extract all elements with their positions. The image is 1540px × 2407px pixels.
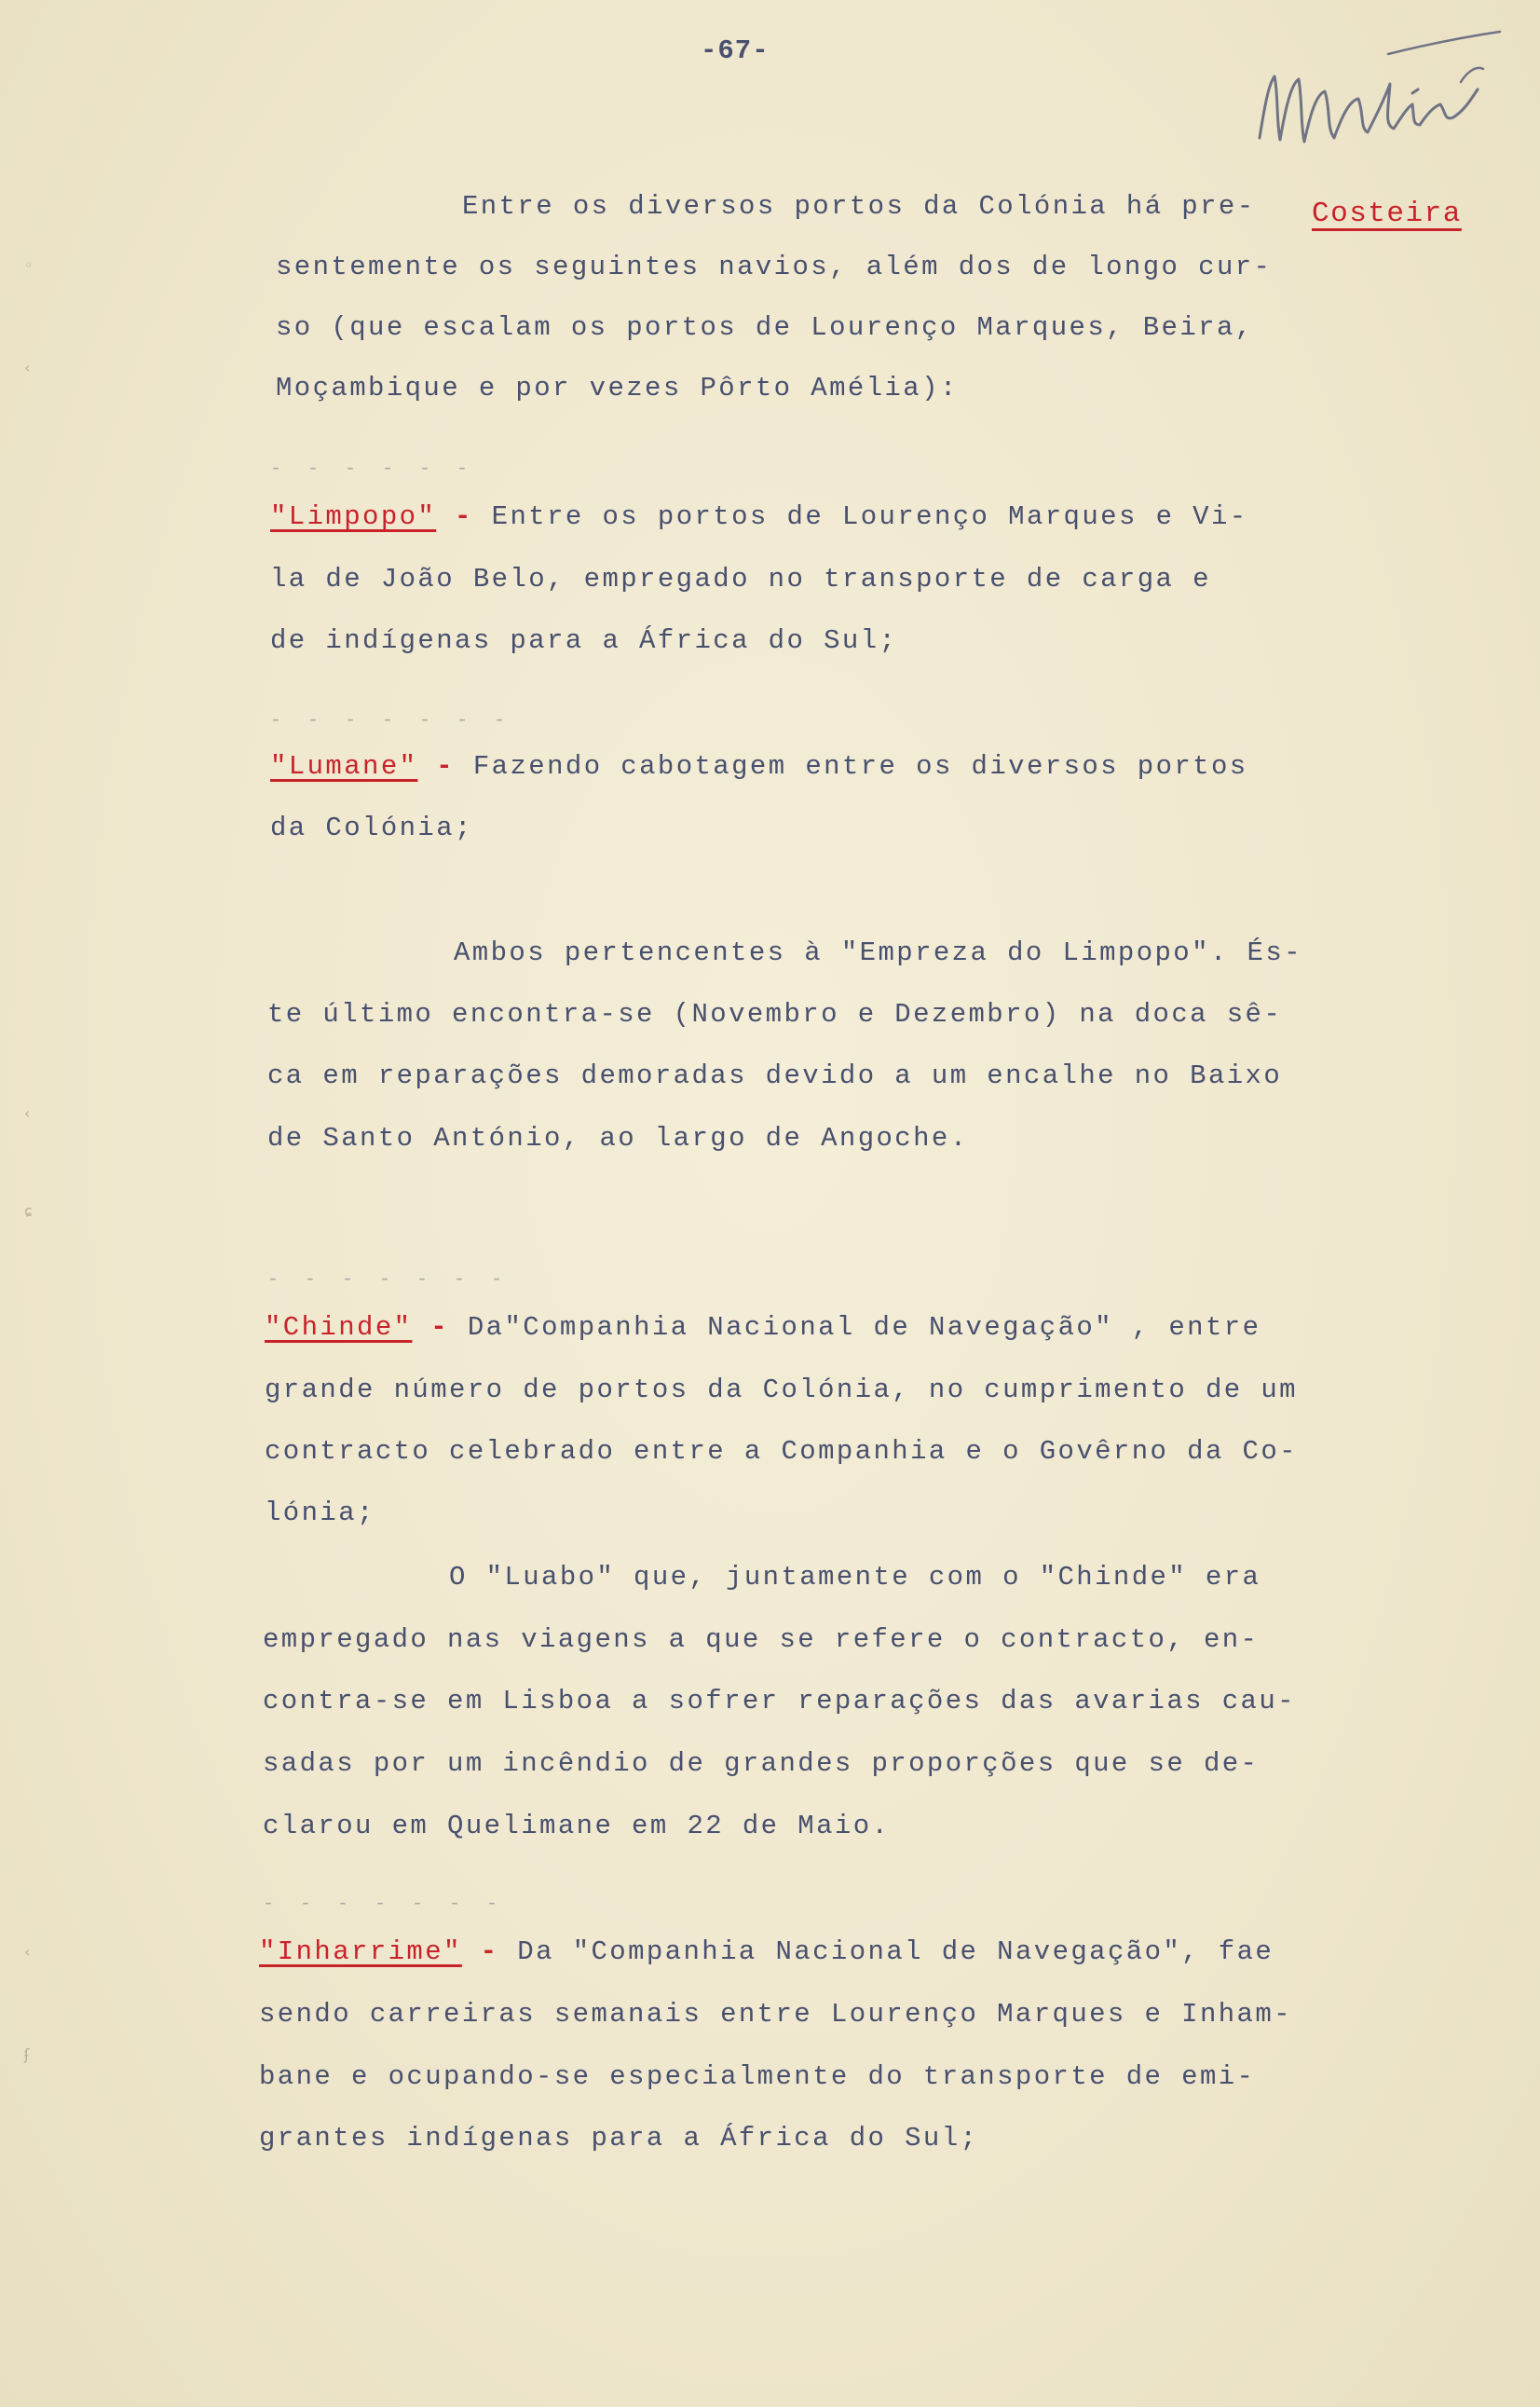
entry-chinde-line: [265, 1314, 1261, 1341]
luabo-line: empregado nas viagens a que se refere o contracto, en-: [263, 1624, 1260, 1655]
binding-mark: ʄ: [24, 2045, 30, 2063]
entry-inharrime-line: bane e ocupando-se especialmente do transporte de emi-: [259, 2061, 1256, 2092]
entry-dash: -: [480, 1936, 499, 1967]
handwritten-signature-icon: [1248, 28, 1509, 168]
intro-line: so (que escalam os portos de Lourenço Marques, Beira,: [276, 312, 1254, 343]
entry-limpopo-line: de indígenas para a África do Sul;: [270, 625, 898, 656]
ambos-line: te último encontra-se (Novembro e Dezembro) na doca sê-: [267, 999, 1283, 1030]
luabo-line: contra-se em Lisboa a sofrer reparações das avarias cau-: [263, 1686, 1296, 1716]
entry-text: Entre os portos de Lourenço Marques e Vi-: [491, 501, 1248, 532]
entry-inharrime-line: [259, 1938, 1274, 1965]
entry-text: Da"Companhia Nacional de Navegação" , entre: [467, 1312, 1261, 1343]
entry-chinde-line: lónia;: [265, 1498, 375, 1528]
binding-mark: ◦: [24, 256, 34, 274]
intro-line: Entre os diversos portos da Colónia há pre-: [462, 191, 1256, 222]
ship-name-chinde: "Chinde": [265, 1312, 413, 1343]
entry-chinde-line: contracto celebrado entre a Companhia e o Govêrno da Co-: [265, 1436, 1298, 1467]
ambos-line: ca em reparações demoradas devido a um encalhe no Baixo: [267, 1060, 1283, 1091]
faint-dash-separator: - - - - - - -: [267, 1269, 511, 1291]
faint-dash-separator: - - - - - -: [270, 458, 476, 480]
luabo-line: clarou em Quelimane em 22 de Maio.: [263, 1811, 891, 1841]
entry-limpopo-line: [270, 503, 1248, 530]
entry-inharrime-line: grantes indígenas para a África do Sul;: [259, 2123, 979, 2154]
binding-mark: ‹: [24, 359, 31, 376]
ship-name-lumane: "Lumane": [270, 751, 418, 782]
binding-mark: ‹: [24, 1943, 31, 1961]
luabo-line: O "Luabo" que, juntamente com o "Chinde" era: [449, 1562, 1261, 1593]
page-number: -67-: [701, 35, 770, 66]
faint-dash-separator: - - - - - - -: [263, 1894, 506, 1915]
entry-dash: -: [430, 1312, 450, 1343]
ambos-line: de Santo António, ao largo de Angoche.: [267, 1123, 969, 1154]
entry-lumane-line: [270, 753, 1248, 780]
binding-mark: ‹: [24, 1104, 31, 1122]
luabo-line: sadas por um incêndio de grandes proporções que se de-: [263, 1748, 1260, 1779]
margin-note-costeira: Costeira: [1312, 198, 1462, 230]
intro-line: sentemente os seguintes navios, além dos de longo cur-: [276, 252, 1273, 282]
binding-mark: ɕ: [24, 1202, 33, 1220]
entry-limpopo-line: la de João Belo, empregado no transporte de carga e: [270, 564, 1211, 595]
entry-chinde-line: grande número de portos da Colónia, no cumprimento de um: [265, 1374, 1298, 1405]
ambos-line: Ambos pertencentes à "Empreza do Limpopo". És-: [454, 937, 1302, 968]
entry-text: Da "Companhia Nacional de Navegação", fae: [517, 1936, 1274, 1967]
entry-dash: -: [436, 751, 456, 782]
intro-line: Moçambique e por vezes Pôrto Amélia):: [276, 373, 959, 403]
entry-lumane-line: da Colónia;: [270, 813, 473, 843]
ship-name-limpopo: "Limpopo": [270, 501, 437, 532]
entry-inharrime-line: sendo carreiras semanais entre Lourenço Marques e Inham-: [259, 1999, 1292, 2030]
faint-dash-separator: - - - - - - -: [270, 710, 513, 732]
entry-dash: -: [455, 501, 473, 532]
ship-name-inharrime: "Inharrime": [259, 1936, 462, 1967]
entry-text: Fazendo cabotagem entre os diversos portos: [472, 751, 1248, 782]
